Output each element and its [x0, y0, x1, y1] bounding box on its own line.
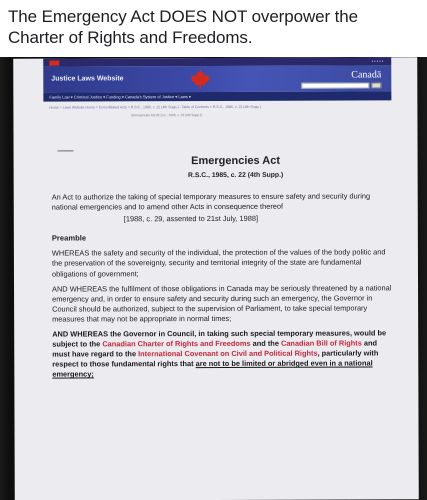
act-title: Emergencies Act [191, 154, 281, 168]
preamble-paragraph-3 [52, 328, 392, 380]
topbar-links: ▪ ▪ ▪ ▪ ▪ [371, 58, 384, 64]
preamble-paragraph-2: AND WHEREAS the fulfilment of those obligations in Canada may be seriously threatened by a national emergency and, in order to ensure safety and security during such an emergency, the Governor in Council should be authorized, subject to the supervision of Parliament, to take special temporary measures that may not be appropriate in normal times; [52, 283, 392, 324]
preamble-heading: Preamble [51, 233, 87, 243]
canada-flag-icon [49, 61, 59, 66]
printed-page [13, 57, 419, 500]
justice-site-header [43, 57, 391, 124]
act-citation: R.S.C., 1985, c. 22 (4th Supp.) [188, 171, 284, 180]
breadcrumb [43, 102, 391, 123]
act-long-title: An Act to authorize the taking of special temporary measures to ensure safety and security during national emergencies and to amend other Acts in consequence thereof [51, 191, 371, 212]
photo-of-printed-page [0, 57, 427, 500]
underlined-phrase: are not to be limited or abridged even in a national emergency; [52, 358, 373, 379]
canada-wordmark: Canadä [351, 69, 382, 81]
caption-line-2: Charter of Rights and Freedoms. [8, 28, 253, 47]
charter-link[interactable]: Canadian Charter of Rights and Freedoms [102, 339, 251, 349]
para3-text-3: and must have regard to the [52, 338, 378, 359]
bill-of-rights-link[interactable]: Canadian Bill of Rights [280, 338, 362, 348]
classification-mark: ▬▬▬▬ [57, 147, 74, 153]
assent-line: [1988, c. 29, assented to 21st July, 1988] [123, 214, 259, 224]
maple-leaf-icon [189, 68, 211, 90]
site-banner [43, 65, 391, 92]
para3-text-2: and the [250, 338, 281, 349]
para3-text-4: , particularly with respect to those fundamental rights that [52, 348, 379, 369]
main-menu[interactable]: Family Law ▾ Criminal Justice ▾ Funding ▾ Canada's System of Justice ▾ Laws ▾ [43, 91, 391, 101]
breadcrumb-detail: Emergencies Act (R.S.C., 1985, c. 22 (4th Supp.)) [131, 113, 202, 118]
search-input[interactable] [301, 82, 369, 88]
act-document [52, 153, 393, 380]
preamble-paragraph-1: WHEREAS the safety and security of the individual, the protection of the values of the body politic and the preservation of the sovereignty, security and territorial integrity of the state are fundamental obligations of government; [51, 247, 386, 279]
search-button[interactable] [371, 82, 381, 88]
post-caption [0, 0, 427, 57]
covenant-link[interactable]: International Covenant on Civil and Political Rights [138, 348, 318, 359]
caption-line-1: The Emergency Act DOES NOT overpower the [8, 7, 358, 26]
breadcrumb-links[interactable]: Home > Laws Website Home > Consolidated Acts > R.S.C., 1985, c. 22 (4th Supp.) - Table of Contents > R.S.C., 1985, c. 22 (4th Supp.) [49, 104, 261, 110]
para3-text-1: AND WHEREAS the Governor in Council, in taking such special temporary measures, would be subject to the [52, 328, 387, 349]
site-name: Justice Laws Website [51, 75, 124, 83]
